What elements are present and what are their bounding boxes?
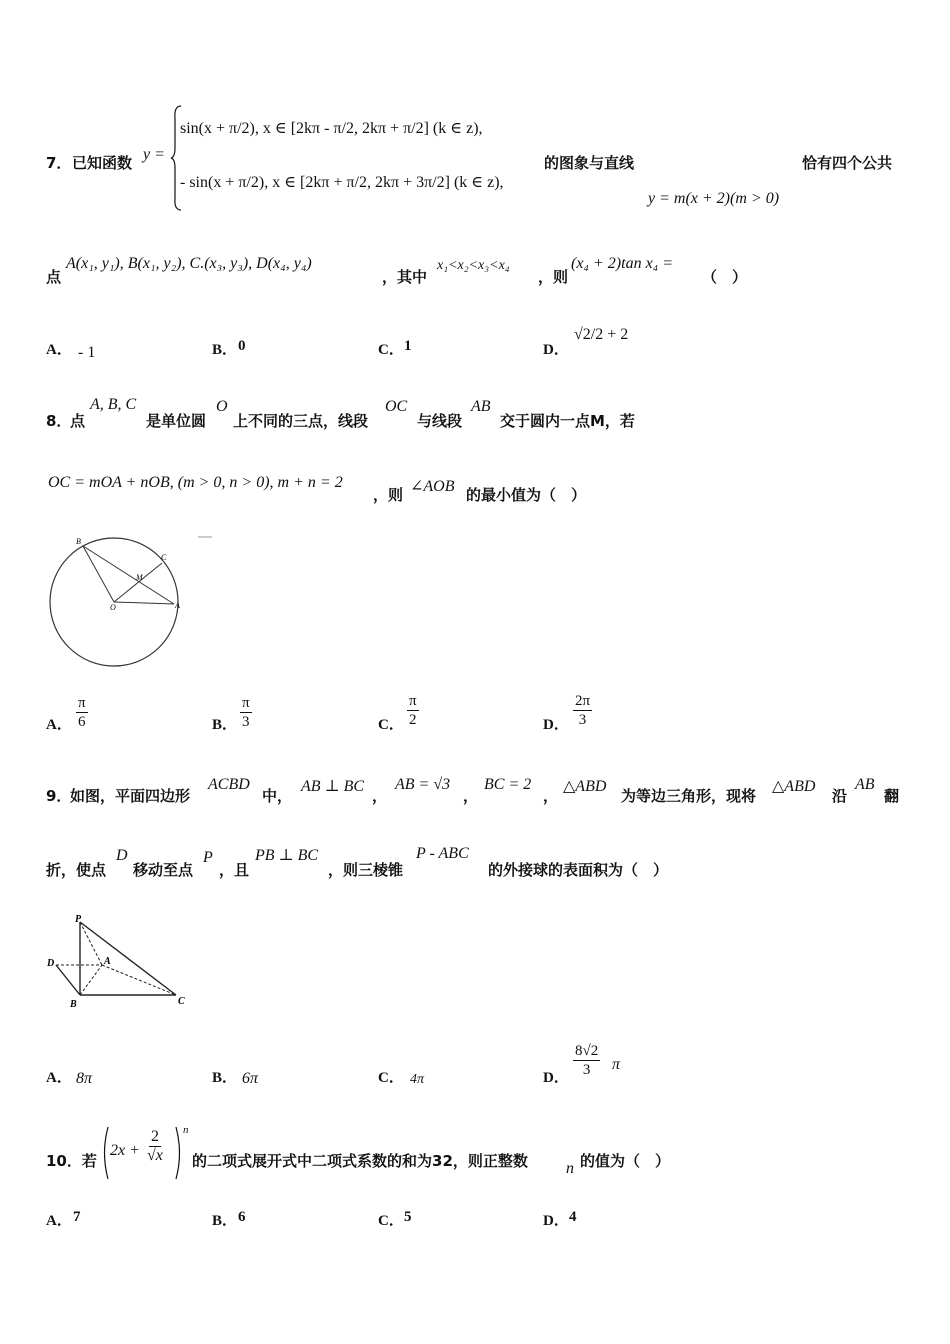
q9-comma-1: ，: [372, 787, 388, 805]
q10-option-c-label[interactable]: C．: [378, 1213, 404, 1229]
edge-pc: [80, 922, 176, 995]
q9-option-c-label[interactable]: C．: [378, 1070, 404, 1086]
q7-option-a-value: - 1: [78, 344, 96, 361]
q9-option-d-suffix: π: [612, 1056, 621, 1073]
q7-line2-then: ，则: [538, 268, 569, 286]
edge-ac: [102, 965, 176, 995]
label-o: O: [110, 603, 116, 612]
q7-answer-paren: （ ）: [702, 268, 748, 286]
q10-option-a-value: 7: [73, 1209, 81, 1225]
label-c: C: [178, 996, 185, 1007]
q7-mid-text: 的图象与直线: [544, 154, 635, 172]
q10-expression-left: 2x +: [110, 1142, 140, 1159]
q10-fraction: [145, 1128, 165, 1165]
q8-option-c-label[interactable]: C．: [378, 717, 404, 733]
q10-exponent: n: [183, 1124, 189, 1136]
q8-text-4: 与线段: [417, 412, 463, 430]
q7-option-c-value: 1: [404, 338, 412, 354]
q7-option-b-label[interactable]: B．: [212, 342, 238, 358]
q10-left-paren-icon: [100, 1126, 110, 1180]
label-m: M: [136, 573, 143, 582]
q9-option-d-fraction: [573, 1042, 600, 1079]
q8-condition: OC = mOA + nOB, (m > 0, n > 0), m + n = 2: [48, 474, 343, 491]
q9-line2-text-5: 的外接球的表面积为（ ）: [488, 861, 669, 879]
q7-order: x₁<x₂<x₃<x₄: [437, 258, 510, 273]
q9-pabc: P - ABC: [416, 845, 469, 862]
q9-text-1: 如图，平面四边形: [70, 787, 191, 805]
label-p: P: [75, 914, 82, 925]
q8-circle-figure: [48, 530, 218, 670]
q10-number: 10．若: [46, 1152, 97, 1170]
q10-option-b-label[interactable]: B．: [212, 1213, 238, 1229]
q9-p: P: [203, 849, 213, 866]
q8-text-7: 的最小值为（ ）: [466, 486, 587, 504]
label-b: B: [70, 999, 77, 1010]
q9-line2-text-3: ，且: [219, 861, 250, 879]
edge-pa: [80, 922, 102, 965]
q7-option-d-label[interactable]: D．: [543, 342, 569, 358]
q8-option-c-num: π: [409, 693, 417, 709]
q8-option-a-label[interactable]: A．: [46, 717, 72, 733]
q8-ab: AB: [471, 398, 491, 415]
q8-option-b-label[interactable]: B．: [212, 717, 238, 733]
q9-option-d-num: 8√2: [575, 1043, 599, 1059]
q9-number: 9．: [46, 787, 72, 805]
q9-text-2: 中，: [262, 787, 293, 805]
q8-text-3: 上不同的三点，线段: [233, 412, 369, 430]
q8-text-2: 是单位圆: [146, 412, 207, 430]
q9-perp-1: AB ⊥ BC: [301, 778, 365, 795]
edge-db: [56, 965, 80, 995]
segment-oc: [114, 563, 162, 602]
q7-option-c-label[interactable]: C．: [378, 342, 404, 358]
q8-option-a-den: 6: [78, 714, 86, 730]
q7-piece-2: - sin(x + π/2), x ∈ [2kπ + π/2, 2kπ + 3π/2] (k ∈ z),: [180, 174, 504, 191]
q9-option-c-value: 4π: [410, 1072, 425, 1087]
q9-line2-text-2: 移动至点: [133, 861, 194, 879]
label-b: B: [76, 537, 81, 546]
q8-option-b-den: 3: [242, 714, 250, 730]
q8-option-c-den: 2: [409, 712, 417, 728]
q7-option-b-value: 0: [238, 338, 246, 354]
q10-option-c-value: 5: [404, 1209, 412, 1225]
q9-triangle-2: △ABD: [772, 778, 816, 795]
q9-text-5: 翻: [884, 787, 900, 805]
edge-ba: [80, 965, 102, 995]
q9-comma-3: ，: [543, 787, 559, 805]
q7-y-equals: y =: [143, 146, 165, 163]
q9-pyramid-figure: [44, 910, 194, 1010]
q7-tail-text: 恰有四个公共: [802, 154, 893, 172]
q8-option-d-label[interactable]: D．: [543, 717, 569, 733]
q9-acbd: ACBD: [208, 776, 250, 793]
q10-option-d-label[interactable]: D．: [543, 1213, 569, 1229]
q9-text-3: 为等边三角形，现将: [621, 787, 757, 805]
q9-perp-2: PB ⊥ BC: [255, 847, 319, 864]
q9-ab: AB: [855, 776, 875, 793]
q8-number: 8．: [46, 412, 72, 430]
q7-points: A(x₁, y₁), B(x₁, y₂), C.(x₃, y₃), D(x₄, y₄): [66, 255, 312, 272]
q7-stem-prefix: 已知函数: [72, 154, 133, 172]
label-a: A: [175, 601, 180, 610]
q9-comma-2: ，: [463, 787, 479, 805]
q7-line2-mid: ，其中: [382, 268, 428, 286]
q10-option-a-label[interactable]: A．: [46, 1213, 72, 1229]
q8-option-b-fraction: [240, 694, 252, 731]
q7-line-equation: y = m(x + 2)(m > 0): [648, 190, 780, 207]
q7-piece-1: sin(x + π/2), x ∈ [2kπ - π/2, 2kπ + π/2] (k ∈ z),: [180, 120, 483, 137]
q10-fraction-den: √x: [147, 1147, 163, 1164]
label-d: D: [47, 958, 55, 969]
q10-n: n: [566, 1160, 574, 1177]
q9-ab-eq: AB = √3: [395, 776, 451, 793]
q9-line2-text-1: 折，使点: [46, 861, 107, 879]
q7-option-a-label[interactable]: A．: [46, 342, 72, 358]
q8-option-d-num: 2π: [575, 693, 591, 709]
q10-option-d-value: 4: [569, 1209, 577, 1225]
q8-angle: ∠AOB: [410, 478, 455, 495]
q7-line2-prefix: 点: [46, 268, 62, 286]
q9-text-4: 沿: [832, 787, 848, 805]
q9-bc-eq: BC = 2: [484, 776, 532, 793]
q9-d: D: [116, 847, 128, 864]
q8-oc: OC: [385, 398, 408, 415]
q9-line2-text-4: ，则三棱锥: [328, 861, 404, 879]
q10-fraction-num: 2: [150, 1128, 159, 1145]
q9-option-a-label[interactable]: A．: [46, 1070, 72, 1086]
q8-abc: A, B, C: [90, 396, 137, 413]
q8-o: O: [216, 398, 228, 415]
q9-option-d-den: 3: [582, 1062, 591, 1078]
q8-option-c-fraction: [407, 692, 419, 729]
label-c: C: [161, 553, 167, 562]
q8-text-6: ，则: [373, 486, 404, 504]
label-a: A: [104, 956, 111, 967]
q8-option-d-den: 3: [578, 712, 587, 728]
q8-text-5: 交于圆内一点M，若: [500, 412, 635, 430]
q9-triangle-1: △ABD: [563, 778, 607, 795]
q8-option-a-num: π: [78, 695, 86, 711]
q9-option-a-value: 8π: [76, 1070, 93, 1087]
q10-text-2: 的值为（ ）: [580, 1152, 671, 1170]
q7-number: 7．: [46, 154, 72, 172]
segment-ob: [83, 546, 114, 602]
q8-option-a-fraction: [76, 694, 88, 731]
q10-text-1: 的二项式展开式中二项式系数的和为32，则正整数: [192, 1152, 528, 1170]
q8-option-b-num: π: [242, 695, 250, 711]
q7-option-d-value: √2/2 + 2: [574, 326, 629, 343]
q8-text-1: 点: [70, 412, 86, 430]
q9-option-d-label[interactable]: D．: [543, 1070, 569, 1086]
q7-expression: (x₄ + 2)tan x₄ =: [571, 255, 674, 272]
q9-option-b-label[interactable]: B．: [212, 1070, 238, 1086]
segment-oa: [114, 602, 174, 604]
q8-option-d-fraction: [573, 692, 592, 729]
q10-option-b-value: 6: [238, 1209, 246, 1225]
q9-option-b-value: 6π: [242, 1070, 259, 1087]
